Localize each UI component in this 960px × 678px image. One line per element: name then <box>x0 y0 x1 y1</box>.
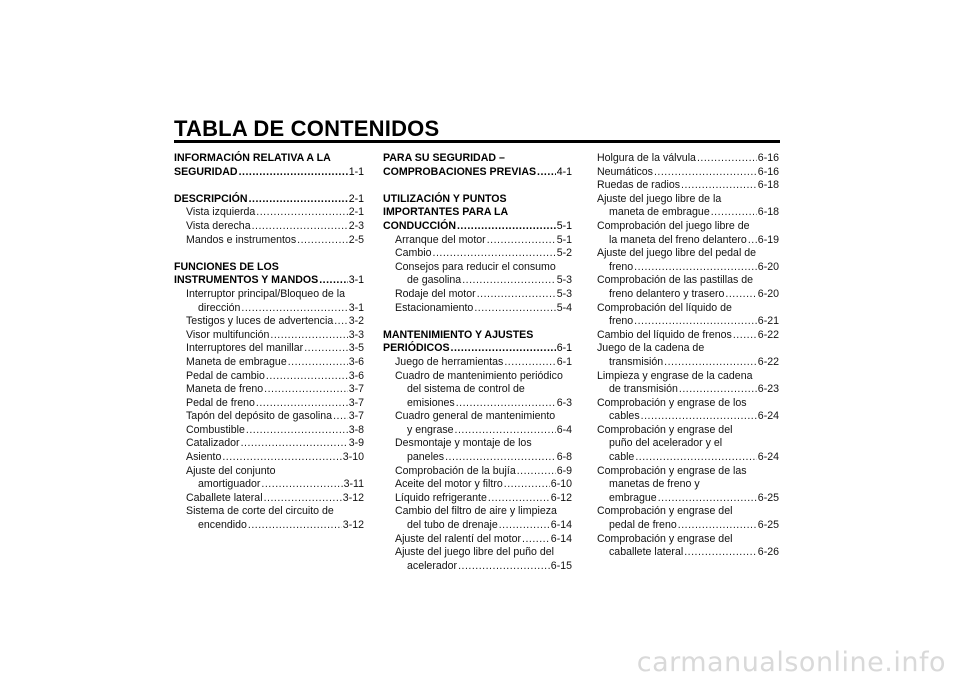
toc-entry[interactable]: Holgura de la válvula ..... 6-16 <box>597 152 779 166</box>
toc-entry[interactable]: acelerador ..... 6-15 <box>383 560 572 574</box>
toc-entry[interactable]: Arranque del motor ..... 5-1 <box>383 234 572 248</box>
toc-entry[interactable]: Estacionamiento ..... 5-4 <box>383 302 572 316</box>
toc-entry[interactable]: Maneta de embrague ..... 3-6 <box>174 356 364 370</box>
page-title: TABLA DE CONTENIDOS <box>174 116 440 141</box>
toc-entry-text: Limpieza y engrase de la cadena <box>597 369 753 382</box>
toc-column-2 <box>383 152 572 573</box>
toc-entry-text: Cuadro general de mantenimiento <box>395 410 556 423</box>
toc-entry[interactable]: Combustible ..... 3-8 <box>174 424 364 438</box>
toc-entry[interactable]: Asiento ..... 3-10 <box>174 451 364 465</box>
toc-entry[interactable]: dirección ..... 3-1 <box>174 302 364 316</box>
toc-entry[interactable]: Pedal de freno ..... 3-7 <box>174 397 364 411</box>
toc-entry[interactable]: Pedal de cambio ..... 3-6 <box>174 370 364 384</box>
toc-entry[interactable]: y engrase ..... 6-4 <box>383 424 572 438</box>
toc-entry[interactable]: amortiguador ..... 3-11 <box>174 478 364 492</box>
toc-entry-text: manetas de freno y <box>609 478 700 491</box>
toc-entry[interactable]: cable ..... 6-24 <box>597 451 779 465</box>
toc-entry-text: Juego de la cadena de <box>597 342 705 355</box>
toc-section-funciones[interactable]: INSTRUMENTOS Y MANDOS ..... 3-1 <box>174 274 364 288</box>
toc-entry[interactable]: Cambio ..... 5-2 <box>383 247 572 261</box>
toc-column-3 <box>597 152 779 560</box>
toc-entry[interactable]: la maneta del freno delantero ..... 6-19 <box>597 234 779 248</box>
toc-entry[interactable]: del tubo de drenaje ..... 6-14 <box>383 519 572 533</box>
toc-entry-text: Comprobación del juego libre de <box>597 219 750 232</box>
toc-section-heading: UTILIZACIÓN Y PUNTOS <box>383 192 507 205</box>
toc-entry[interactable]: freno delantero y trasero ..... 6-20 <box>597 288 779 302</box>
toc-entry[interactable]: Ruedas de radios ..... 6-18 <box>597 179 779 193</box>
toc-entry[interactable]: Vista derecha ..... 2-3 <box>174 220 364 234</box>
toc-entry[interactable]: transmisión ..... 6-22 <box>597 356 779 370</box>
title-rule <box>174 140 780 143</box>
toc-entry[interactable]: pedal de freno ..... 6-25 <box>597 519 779 533</box>
toc-entry-text: Ajuste del juego libre del puño del <box>395 546 555 559</box>
toc-entry-text: Interruptor principal/Bloqueo de la <box>186 287 346 300</box>
toc-section-heading: IMPORTANTES PARA LA <box>383 206 509 219</box>
toc-section-mantenimiento[interactable]: PERIÓDICOS ..... 6-1 <box>383 342 572 356</box>
toc-entry[interactable]: de transmisión ..... 6-23 <box>597 383 779 397</box>
toc-entry-text: Comprobación y engrase del <box>597 423 733 436</box>
toc-entry-text: Cambio del filtro de aire y limpieza <box>395 505 557 518</box>
toc-entry[interactable]: de gasolina ..... 5-3 <box>383 274 572 288</box>
toc-entry[interactable]: encendido ..... 3-12 <box>174 519 364 533</box>
toc-entry[interactable]: Interruptores del manillar ..... 3-5 <box>174 342 364 356</box>
toc-entry-text: Ajuste del juego libre del pedal de <box>597 247 757 260</box>
toc-entry[interactable]: Testigos y luces de advertencia ..... 3-2 <box>174 315 364 329</box>
toc-entry[interactable]: Neumáticos ..... 6-16 <box>597 166 779 180</box>
toc-section-seguridad[interactable]: SEGURIDAD ..... 1-1 <box>174 166 364 180</box>
toc-entry-text: Cuadro de mantenimiento periódico <box>395 369 563 382</box>
toc-entry[interactable]: Vista izquierda ..... 2-1 <box>174 206 364 220</box>
toc-section-conduccion[interactable]: CONDUCCIÓN ..... 5-1 <box>383 220 572 234</box>
toc-entry-text: Ajuste del conjunto <box>186 464 276 477</box>
toc-entry-text: Comprobación del líquido de <box>597 301 732 314</box>
toc-entry-text: Desmontaje y montaje de los <box>395 437 532 450</box>
toc-entry-text: del sistema de control de <box>407 383 525 396</box>
toc-section-heading: FUNCIONES DE LOS <box>174 260 279 273</box>
toc-entry-text: Comprobación y engrase del <box>597 532 733 545</box>
toc-entry[interactable]: embrague ..... 6-25 <box>597 492 779 506</box>
toc-entry-text: puño del acelerador y el <box>609 437 723 450</box>
toc-section-heading: MANTENIMIENTO Y AJUSTES <box>383 328 534 341</box>
toc-entry[interactable]: Mandos e instrumentos ..... 2-5 <box>174 234 364 248</box>
toc-entry-text: Sistema de corte del circuito de <box>186 505 334 518</box>
toc-entry-text: Consejos para reducir el consumo <box>395 260 556 273</box>
watermark: carmanualsonline.info <box>636 647 946 678</box>
toc-section-seguridad-comprobaciones[interactable]: COMPROBACIONES PREVIAS ..... 4-1 <box>383 166 572 180</box>
toc-column-1 <box>174 152 364 533</box>
toc-section-descripcion[interactable]: DESCRIPCIÓN ..... 2-1 <box>174 193 364 207</box>
toc-entry[interactable]: cables ..... 6-24 <box>597 410 779 424</box>
toc-entry[interactable]: Líquido refrigerante ..... 6-12 <box>383 492 572 506</box>
toc-entry[interactable]: Visor multifunción ..... 3-3 <box>174 329 364 343</box>
toc-entry[interactable]: freno ..... 6-20 <box>597 261 779 275</box>
toc-entry-text: Comprobación y engrase de los <box>597 396 747 409</box>
toc-entry[interactable]: Catalizador ..... 3-9 <box>174 437 364 451</box>
toc-entry[interactable]: Ajuste del ralentí del motor ..... 6-14 <box>383 533 572 547</box>
toc-entry[interactable]: freno ..... 6-21 <box>597 315 779 329</box>
toc-entry[interactable]: Caballete lateral ..... 3-12 <box>174 492 364 506</box>
toc-entry[interactable]: Cambio del líquido de frenos ..... 6-22 <box>597 329 779 343</box>
toc-entry[interactable]: Aceite del motor y filtro ..... 6-10 <box>383 478 572 492</box>
toc-entry[interactable]: maneta de embrague ..... 6-18 <box>597 206 779 220</box>
toc-entry[interactable]: paneles ..... 6-8 <box>383 451 572 465</box>
toc-entry[interactable]: caballete lateral ..... 6-26 <box>597 546 779 560</box>
toc-entry[interactable]: Juego de herramientas ..... 6-1 <box>383 356 572 370</box>
toc-entry-text: Comprobación y engrase de las <box>597 464 747 477</box>
toc-section-heading: INFORMACIÓN RELATIVA A LA <box>174 152 331 164</box>
toc-entry[interactable]: Tapón del depósito de gasolina ..... 3-7 <box>174 410 364 424</box>
toc-entry[interactable]: Comprobación de la bujía ..... 6-9 <box>383 465 572 479</box>
toc-entry-text: Ajuste del juego libre de la <box>597 192 722 205</box>
toc-entry[interactable]: Rodaje del motor ..... 5-3 <box>383 288 572 302</box>
toc-entry[interactable]: emisiones ..... 6-3 <box>383 397 572 411</box>
toc-entry-text: Comprobación de las pastillas de <box>597 274 754 287</box>
toc-entry-text: Comprobación y engrase del <box>597 505 733 518</box>
toc-entry[interactable]: Maneta de freno ..... 3-7 <box>174 383 364 397</box>
toc-section-heading: PARA SU SEGURIDAD – <box>383 152 505 164</box>
